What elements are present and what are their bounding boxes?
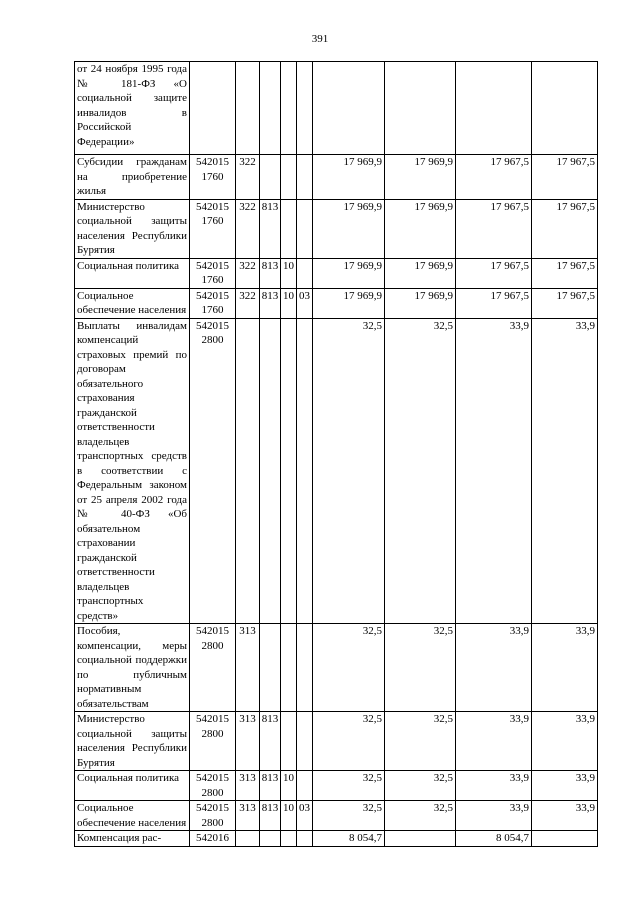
row-ministry xyxy=(260,318,281,624)
table-row xyxy=(75,624,598,712)
row-description: Министерство социальной защиты населения Республики Бурятия xyxy=(75,712,190,771)
row-description: Социальное обеспечение населения xyxy=(75,288,190,318)
row-section xyxy=(281,199,297,258)
row-value-1: 32,5 xyxy=(313,801,385,831)
row-description: Социальная политика xyxy=(75,258,190,288)
row-group xyxy=(236,62,260,155)
row-ministry: 813 xyxy=(260,288,281,318)
row-value-1: 17 969,9 xyxy=(313,288,385,318)
row-ministry: 813 xyxy=(260,258,281,288)
budget-table xyxy=(74,61,598,847)
row-value-1: 32,5 xyxy=(313,712,385,771)
page-number: 391 xyxy=(311,33,329,45)
row-subsection: 03 xyxy=(297,801,313,831)
row-ministry: 813 xyxy=(260,771,281,801)
table-row xyxy=(75,62,598,155)
row-value-4: 33,9 xyxy=(532,318,598,624)
row-value-4 xyxy=(532,831,598,847)
row-ministry: 813 xyxy=(260,712,281,771)
row-code: 542015 2800 xyxy=(190,318,236,624)
row-section xyxy=(281,318,297,624)
row-description: Социальная политика xyxy=(75,771,190,801)
row-value-1: 32,5 xyxy=(313,771,385,801)
table-row xyxy=(75,155,598,200)
row-description: Социальное обеспечение населения xyxy=(75,801,190,831)
table-row xyxy=(75,199,598,258)
row-group: 313 xyxy=(236,712,260,771)
table-row xyxy=(75,771,598,801)
row-ministry xyxy=(260,155,281,200)
row-description: от 24 ноября 1995 года № 181-ФЗ «О социальной защите инвалидов в Российской Федерации» xyxy=(75,62,190,155)
row-group: 313 xyxy=(236,801,260,831)
row-value-2: 32,5 xyxy=(385,712,456,771)
row-value-4: 17 967,5 xyxy=(532,155,598,200)
row-description: Министерство социальной защиты населения Республики Бурятия xyxy=(75,199,190,258)
row-value-1: 17 969,9 xyxy=(313,258,385,288)
row-value-2: 32,5 xyxy=(385,624,456,712)
row-section xyxy=(281,155,297,200)
row-value-3: 17 967,5 xyxy=(456,199,532,258)
row-description: Компенсация рас- xyxy=(75,831,190,847)
row-value-3: 33,9 xyxy=(456,318,532,624)
row-group xyxy=(236,318,260,624)
row-value-2 xyxy=(385,62,456,155)
row-value-4: 33,9 xyxy=(532,712,598,771)
row-value-4: 33,9 xyxy=(532,624,598,712)
row-code: 542015 2800 xyxy=(190,771,236,801)
row-code: 542015 2800 xyxy=(190,624,236,712)
row-section: 10 xyxy=(281,288,297,318)
row-value-1 xyxy=(313,62,385,155)
row-value-3: 17 967,5 xyxy=(456,258,532,288)
row-group: 322 xyxy=(236,258,260,288)
row-value-2: 32,5 xyxy=(385,801,456,831)
row-value-2: 32,5 xyxy=(385,318,456,624)
row-value-4: 33,9 xyxy=(532,771,598,801)
row-ministry xyxy=(260,624,281,712)
row-value-4: 33,9 xyxy=(532,801,598,831)
row-section xyxy=(281,831,297,847)
row-description: Пособия, компенсации, меры социальной поддержки по публичным нормативным обязательствам xyxy=(75,624,190,712)
table-row xyxy=(75,288,598,318)
table-row xyxy=(75,258,598,288)
row-group: 322 xyxy=(236,155,260,200)
row-value-2: 17 969,9 xyxy=(385,258,456,288)
row-subsection xyxy=(297,712,313,771)
row-subsection xyxy=(297,318,313,624)
row-group xyxy=(236,831,260,847)
table-row xyxy=(75,318,598,624)
row-value-4 xyxy=(532,62,598,155)
row-section xyxy=(281,624,297,712)
row-value-4: 17 967,5 xyxy=(532,258,598,288)
row-ministry: 813 xyxy=(260,801,281,831)
row-ministry xyxy=(260,831,281,847)
row-value-1: 8 054,7 xyxy=(313,831,385,847)
row-value-3: 33,9 xyxy=(456,771,532,801)
row-ministry xyxy=(260,62,281,155)
row-subsection xyxy=(297,831,313,847)
row-value-1: 32,5 xyxy=(313,624,385,712)
row-code: 542016 xyxy=(190,831,236,847)
row-section: 10 xyxy=(281,771,297,801)
row-value-3: 17 967,5 xyxy=(456,288,532,318)
row-subsection xyxy=(297,62,313,155)
row-value-4: 17 967,5 xyxy=(532,288,598,318)
row-group: 313 xyxy=(236,624,260,712)
row-value-2: 17 969,9 xyxy=(385,288,456,318)
row-value-3: 17 967,5 xyxy=(456,155,532,200)
row-value-1: 17 969,9 xyxy=(313,155,385,200)
row-section: 10 xyxy=(281,801,297,831)
row-subsection xyxy=(297,624,313,712)
row-code xyxy=(190,62,236,155)
row-section xyxy=(281,62,297,155)
row-value-2 xyxy=(385,831,456,847)
row-subsection xyxy=(297,258,313,288)
table-row xyxy=(75,801,598,831)
row-code: 542015 1760 xyxy=(190,199,236,258)
row-description: Субсидии гражданам на приобретение жилья xyxy=(75,155,190,200)
row-code: 542015 2800 xyxy=(190,712,236,771)
row-group: 313 xyxy=(236,771,260,801)
row-code: 542015 1760 xyxy=(190,258,236,288)
row-value-2: 17 969,9 xyxy=(385,199,456,258)
table-row xyxy=(75,831,598,847)
row-value-3: 33,9 xyxy=(456,801,532,831)
table-row xyxy=(75,712,598,771)
row-group: 322 xyxy=(236,288,260,318)
row-subsection xyxy=(297,155,313,200)
row-subsection xyxy=(297,771,313,801)
row-subsection xyxy=(297,199,313,258)
row-value-3: 8 054,7 xyxy=(456,831,532,847)
row-code: 542015 1760 xyxy=(190,288,236,318)
row-value-2: 17 969,9 xyxy=(385,155,456,200)
row-value-3 xyxy=(456,62,532,155)
row-value-3: 33,9 xyxy=(456,712,532,771)
row-value-1: 17 969,9 xyxy=(313,199,385,258)
row-section xyxy=(281,712,297,771)
row-description: Выплаты инвалидам компенсаций страховых премий по договорам обязательного страхования гражданской ответственности владельцев транспортных средств в соответствии с Федеральным законом от 25 апреля 2002 года № 40-ФЗ «Об обязательном страховании гражданской ответственности владельцев транспортных средств» xyxy=(75,318,190,624)
row-section: 10 xyxy=(281,258,297,288)
row-value-1: 32,5 xyxy=(313,318,385,624)
row-group: 322 xyxy=(236,199,260,258)
row-value-4: 17 967,5 xyxy=(532,199,598,258)
row-code: 542015 2800 xyxy=(190,801,236,831)
row-subsection: 03 xyxy=(297,288,313,318)
row-value-3: 33,9 xyxy=(456,624,532,712)
row-ministry: 813 xyxy=(260,199,281,258)
row-code: 542015 1760 xyxy=(190,155,236,200)
row-value-2: 32,5 xyxy=(385,771,456,801)
